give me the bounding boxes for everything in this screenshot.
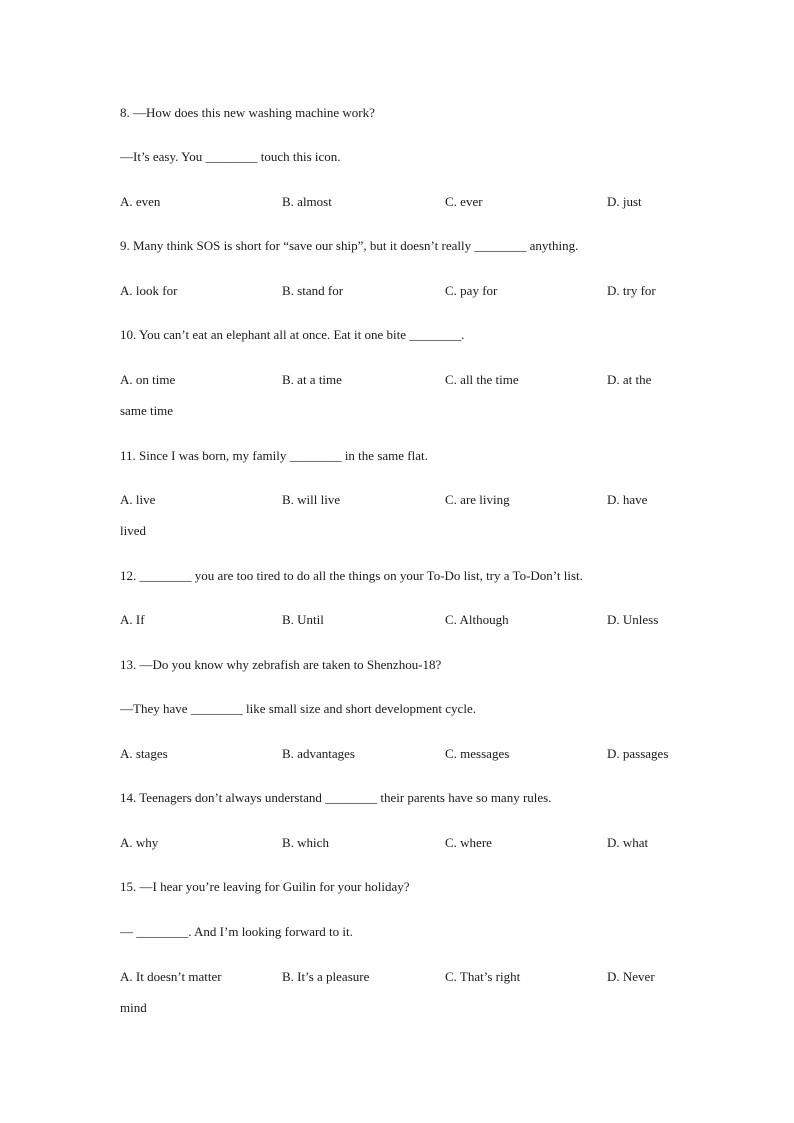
q15-option-a: A. It doesn’t matter: [120, 969, 222, 984]
q15-option-d-continued: mind: [120, 1000, 147, 1015]
q15-stem: 15. —I hear you’re leaving for Guilin for your holiday?: [120, 879, 410, 894]
q9-option-a: A. look for: [120, 283, 178, 298]
q12-option-c: C. Although: [445, 612, 509, 627]
q14-option-b: B. which: [282, 835, 329, 850]
q14-option-d: D. what: [607, 835, 649, 850]
q11-option-b: B. will live: [282, 492, 341, 507]
q15-option-d: D. Never: [607, 969, 655, 984]
q8-option-a: A. even: [120, 194, 161, 209]
q10-stem: 10. You can’t eat an elephant all at once. Eat it one bite ________.: [120, 327, 465, 342]
q13-option-d: D. passages: [607, 746, 669, 761]
q10-option-d: D. at the: [607, 372, 652, 387]
q10-option-b: B. at a time: [282, 372, 342, 387]
q8-option-d: D. just: [607, 194, 642, 209]
q8-stem-2: —It’s easy. You ________ touch this icon.: [120, 149, 341, 164]
q10-option-d-continued: same time: [120, 403, 174, 418]
q11-option-d: D. have: [607, 492, 648, 507]
q8-option-c: C. ever: [445, 194, 483, 209]
q9-option-c: C. pay for: [445, 283, 498, 298]
q12-stem: 12. ________ you are too tired to do all the things on your To-Do list, try a To-Don’t list.: [120, 568, 583, 583]
q13-stem-2: —They have ________ like small size and short development cycle.: [120, 701, 476, 716]
q12-option-a: A. If: [120, 612, 145, 627]
q13-option-c: C. messages: [445, 746, 510, 761]
q12-option-b: B. Until: [282, 612, 324, 627]
q15-option-c: C. That’s right: [445, 969, 521, 984]
q10-option-c: C. all the time: [445, 372, 519, 387]
q9-stem: 9. Many think SOS is short for “save our ship”, but it doesn’t really ________ anything.: [120, 238, 579, 253]
q13-option-a: A. stages: [120, 746, 168, 761]
q9-option-d: D. try for: [607, 283, 656, 298]
q10-option-a: A. on time: [120, 372, 176, 387]
q15-stem-2: — ________. And I’m looking forward to it.: [120, 924, 353, 939]
q11-stem: 11. Since I was born, my family ________ in the same flat.: [120, 448, 428, 463]
q12-option-d: D. Unless: [607, 612, 659, 627]
q9-option-b: B. stand for: [282, 283, 344, 298]
q15-option-b: B. It’s a pleasure: [282, 969, 370, 984]
q14-stem: 14. Teenagers don’t always understand ________ their parents have so many rules.: [120, 790, 552, 805]
q11-option-c: C. are living: [445, 492, 510, 507]
q11-option-d-continued: lived: [120, 523, 146, 538]
q8-stem: 8. —How does this new washing machine work?: [120, 105, 375, 120]
q11-option-a: A. live: [120, 492, 156, 507]
q13-option-b: B. advantages: [282, 746, 355, 761]
q14-option-a: A. why: [120, 835, 159, 850]
q14-option-c: C. where: [445, 835, 492, 850]
q13-stem: 13. —Do you know why zebrafish are taken to Shenzhou-18?: [120, 657, 442, 672]
q8-option-b: B. almost: [282, 194, 332, 209]
